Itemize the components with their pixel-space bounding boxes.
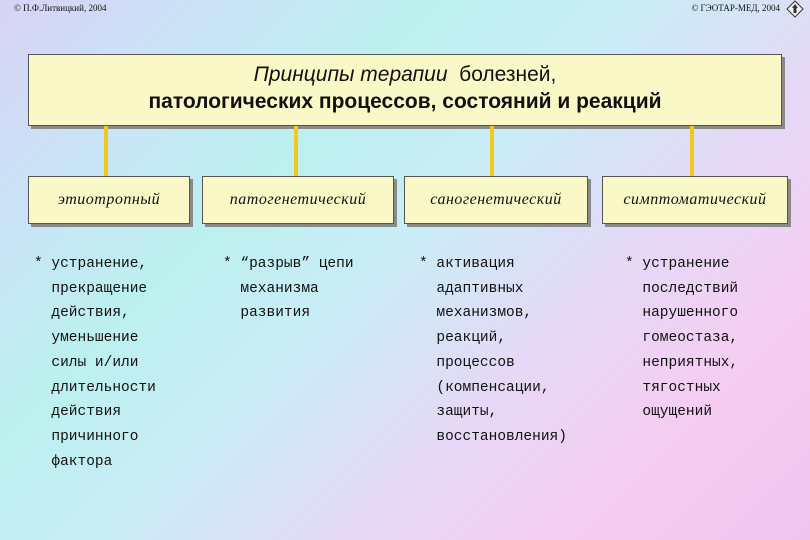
category-label: патогенетический xyxy=(229,191,367,208)
description-line: последствий xyxy=(625,280,739,297)
description-line: неприятных, xyxy=(625,354,739,371)
description-line: * активация xyxy=(419,256,515,272)
description-line: фактора xyxy=(34,453,113,470)
category-label: саногенетический xyxy=(430,191,562,208)
description-line: адаптивных xyxy=(419,280,524,297)
description-pathogenetic xyxy=(223,252,354,326)
connector-4 xyxy=(690,126,694,178)
description-line: механизма xyxy=(223,280,319,297)
description-line: гомеостаза, xyxy=(625,330,739,347)
description-line: * устранение, xyxy=(34,256,148,272)
description-line: * устранение xyxy=(625,256,730,272)
description-line: восстановления) xyxy=(419,428,567,445)
title-line-2: патологических процессов, состояний и реакций xyxy=(148,90,662,113)
title-italic-part: Принципы терапии xyxy=(253,63,448,86)
description-line: действия xyxy=(34,404,122,421)
description-line: (компенсации, xyxy=(419,379,550,396)
category-box-pathogenetic xyxy=(202,176,394,224)
description-etiotropic xyxy=(34,252,156,474)
description-line: защиты, xyxy=(419,404,498,421)
connector-2 xyxy=(294,126,298,178)
connector-1 xyxy=(104,126,108,178)
category-box-etiotropic xyxy=(28,176,190,224)
copyright-right: © ГЭОТАР-МЕД, 2004 xyxy=(691,3,780,13)
copyright-left: © П.Ф.Литвицкий, 2004 xyxy=(14,3,107,13)
title-rest-part: болезней, xyxy=(459,63,557,86)
description-line: реакций, xyxy=(419,330,507,347)
description-line: действия, xyxy=(34,305,130,322)
description-sanogenetic xyxy=(419,252,567,450)
description-line: ощущений xyxy=(625,404,713,421)
description-symptomatic xyxy=(625,252,738,425)
description-line: процессов xyxy=(419,354,515,371)
description-line: развития xyxy=(223,305,311,322)
category-box-symptomatic xyxy=(602,176,788,224)
category-box-sanogenetic xyxy=(404,176,588,224)
description-line: тягостных xyxy=(625,379,721,396)
description-line: механизмов, xyxy=(419,305,533,322)
description-line: * “разрыв” цепи xyxy=(223,256,354,272)
category-label: этиотропный xyxy=(57,191,161,208)
home-navigation-icon[interactable] xyxy=(786,0,804,18)
category-label: симптоматический xyxy=(623,191,767,208)
description-line: силы и/или xyxy=(34,354,139,371)
title-line-1 xyxy=(29,62,781,88)
description-line: длительности xyxy=(34,379,156,396)
diagram-title-box xyxy=(28,54,782,126)
description-line: нарушенного xyxy=(625,305,739,322)
description-line: прекращение xyxy=(34,280,148,297)
description-line: уменьшение xyxy=(34,330,139,347)
description-line: причинного xyxy=(34,428,139,445)
connector-3 xyxy=(490,126,494,178)
